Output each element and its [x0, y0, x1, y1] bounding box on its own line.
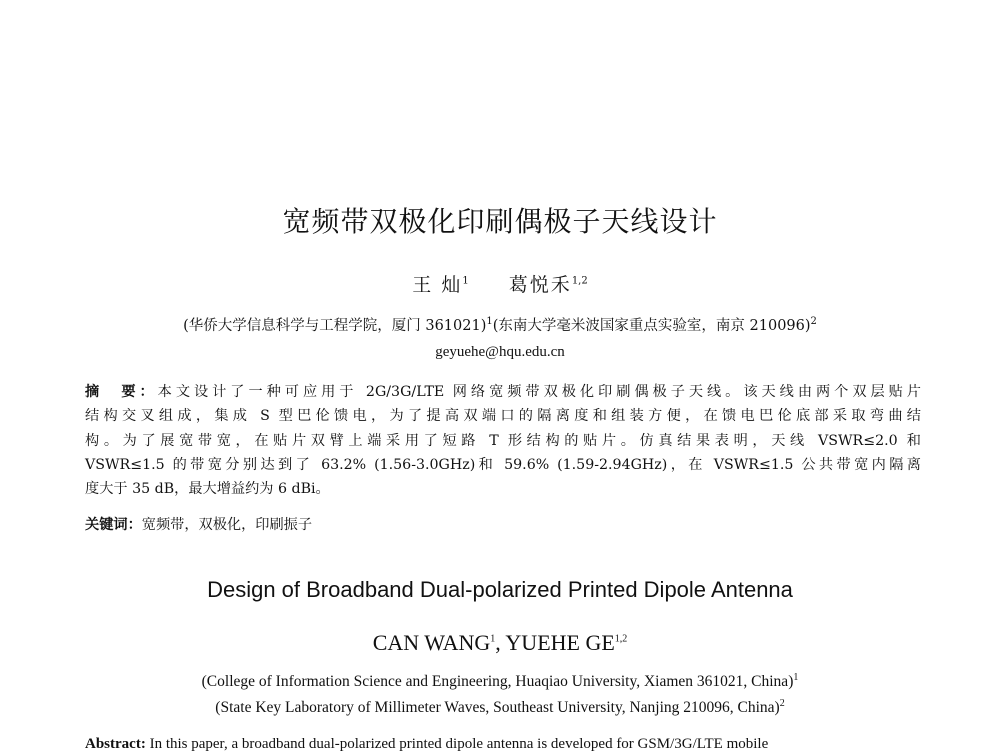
abstract-line: 构。为了展宽带宽，在贴片双臂上端采用了短路 T 形结构的贴片。仿真结果表明，天线 VSWR≤2.0 和 — [85, 432, 921, 449]
abstract-line: 结构交叉组成，集成 S 型巴伦馈电，为了提高双端口的隔离度和组装方便，在馈电巴伦底部采取弯曲结 — [85, 408, 921, 425]
abstract-line: 度大于 35 dB，最大增益约为 6 dBi。 — [85, 481, 330, 498]
abstract-text: In this paper, a broadband dual-polarized printed dipole antenna is developed for GSM/3G/LTE mobile — [149, 736, 769, 752]
author-name: 王 灿 — [412, 274, 463, 296]
author-affiliation-mark: 1 — [490, 633, 496, 645]
author-name: YUEHE GE — [505, 630, 615, 655]
keywords-chinese — [85, 514, 921, 534]
abstract-line: VSWR≤1.5 的带宽分别达到了 63.2% (1.56-3.0GHz)和 59.6% (1.59-2.94GHz)，在 VSWR≤1.5 公共带宽内隔离 — [85, 456, 921, 473]
keywords-text: 宽频带，双极化，印刷振子 — [141, 517, 313, 533]
affiliations-chinese — [0, 314, 1000, 335]
keywords-label: 关键词： — [85, 517, 142, 533]
abstract-label: Abstract: — [85, 736, 146, 752]
affiliation-text: (东南大学毫米波国家重点实验室，南京 210096) — [492, 318, 811, 334]
paper-title-english: Design of Broadband Dual-polarized Printed Dipole Antenna — [207, 577, 793, 602]
paper-title-chinese: 宽频带双极化印刷偶极子天线设计 — [282, 205, 718, 238]
affiliation-mark: 1 — [486, 316, 493, 328]
affiliation-mark: 1 — [793, 672, 799, 683]
authors-chinese — [0, 270, 1000, 297]
author-affiliation-mark: 1,2 — [571, 275, 588, 287]
abstract-line: 本文设计了一种可应用于 2G/3G/LTE 网络宽频带双极化印刷偶极子天线。该天线由两个双层贴片 — [157, 384, 921, 400]
affiliation-text: (College of Information Science and Engineering, Huaqiao University, Xiamen 361021, China) — [201, 673, 794, 691]
author-name: 葛悦禾 — [508, 274, 572, 296]
author-affiliation-mark: 1 — [462, 275, 469, 287]
author-name: CAN WANG — [372, 630, 491, 655]
affiliation-mark: 2 — [810, 316, 817, 328]
abstract-english — [85, 736, 921, 753]
affiliation-english-2 — [0, 698, 1000, 717]
author-affiliation-mark: 1,2 — [614, 633, 628, 645]
affiliation-text: (华侨大学信息科学与工程学院，厦门 361021) — [183, 318, 487, 334]
affiliation-text: (State Key Laboratory of Millimeter Waves, Southeast University, Nanjing 210096, China) — [215, 699, 780, 717]
author-email: geyuehe@hqu.edu.cn — [435, 344, 565, 360]
affiliation-english-1 — [0, 672, 1000, 691]
abstract-label: 摘 要： — [85, 384, 158, 400]
abstract-chinese — [85, 380, 921, 501]
affiliation-mark: 2 — [779, 698, 785, 709]
authors-english: CAN WANG$^1$, YUEHE GE$^{1,2}$ — [372, 630, 628, 655]
